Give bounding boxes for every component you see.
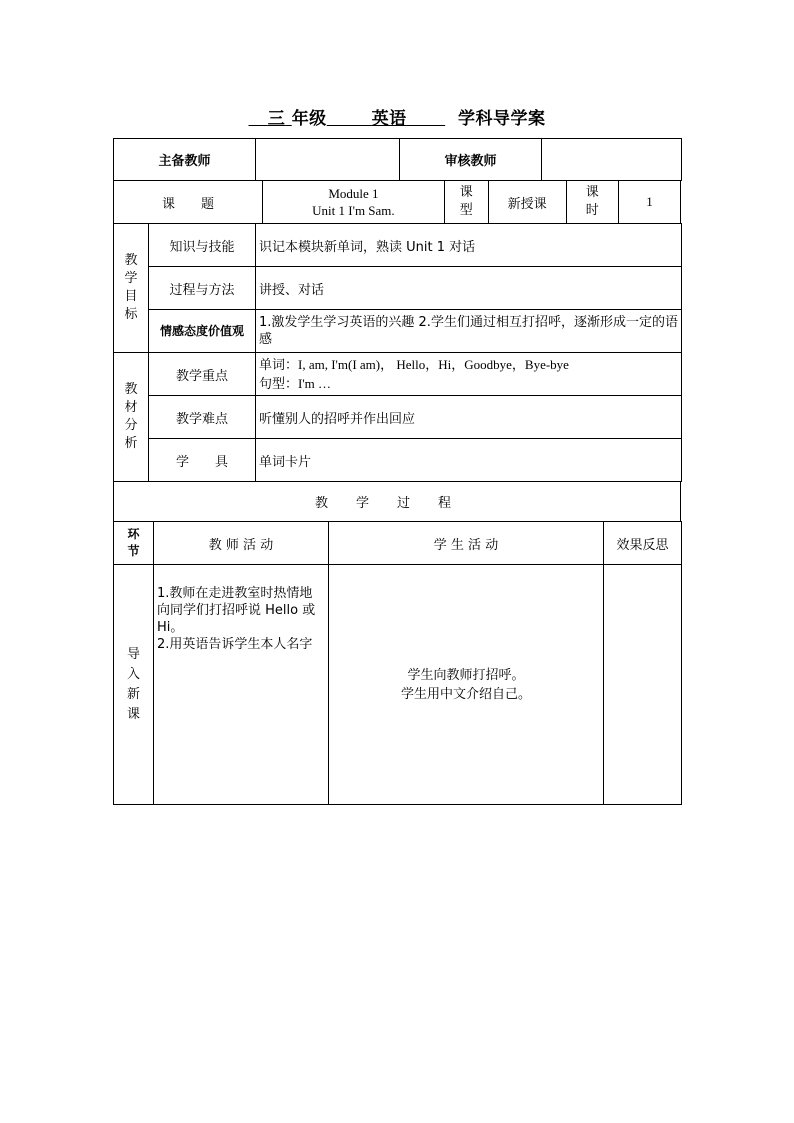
title-grade-suffix: 年级 (291, 109, 327, 129)
teacher-activity-1: 1.教师在走进教室时热情地向同学们打招呼说 Hello 或 Hi。 (157, 586, 316, 635)
stage-cell (114, 565, 154, 805)
reviewer-field[interactable] (542, 139, 682, 181)
topic-label: 课 题 (114, 181, 263, 224)
topic-table (113, 180, 681, 224)
process-title (114, 482, 681, 522)
objective-value-process: 讲授、对话 (256, 267, 682, 310)
objectives-section-text: 教学目标 (124, 253, 138, 322)
teacher-activity-2: 2.用英语告诉学生本人名字 (157, 637, 313, 652)
process-title-table (113, 481, 681, 522)
analysis-value-tools: 单词卡片 (256, 439, 682, 482)
analysis-value-key (256, 353, 682, 396)
title-doc-type: 学科导学案 (457, 109, 546, 129)
title-grade: 三 (267, 109, 286, 129)
analysis-key-line-1: 单词：I, am, I'm(I am)， Hello，Hi，Goodbye，Bye-bye (259, 357, 569, 372)
analysis-label-key: 教学重点 (149, 353, 256, 396)
periods-value: 1 (619, 181, 681, 224)
topic-line-1: Module 1 (328, 186, 379, 201)
col-reflection-header: 效果反思 (604, 522, 682, 565)
process-header-row (114, 522, 682, 565)
objective-value-attitude: 1.激发学生学习英语的兴趣 2.学生们通过相互打招呼，逐渐形成一定的语感 (256, 310, 682, 353)
student-activity-cell (329, 565, 604, 805)
process-table (113, 521, 682, 805)
teacher-activity-cell (154, 565, 329, 805)
objective-label-process: 过程与方法 (149, 267, 256, 310)
lesson-type-value: 新授课 (488, 181, 566, 224)
title-subject: 英语 (371, 109, 407, 129)
col-teacher-header: 教 师 活 动 (154, 522, 329, 565)
analysis-section-text: 教材分析 (124, 382, 138, 451)
lesson-type-label-text: 课型 (459, 185, 473, 218)
process-title-text: 教学过程 (314, 496, 479, 511)
analysis-label-tools: 学 具 (149, 439, 256, 482)
reviewer-label: 审核教师 (400, 139, 542, 181)
lead-teacher-field[interactable] (256, 139, 400, 181)
student-activity-2: 学生用中文介绍自己。 (400, 686, 531, 702)
document-title (0, 104, 794, 129)
col-student-header: 学 生 活 动 (329, 522, 604, 565)
student-activity-1: 学生向教师打招呼。 (407, 667, 525, 683)
periods-label (566, 181, 618, 224)
reflection-cell[interactable] (604, 565, 682, 805)
table-row (114, 565, 682, 805)
analysis-value-difficulty: 听懂别人的招呼并作出回应 (256, 396, 682, 439)
info-table (113, 138, 682, 181)
lead-teacher-label: 主备教师 (114, 139, 256, 181)
analysis-key-line-2: 句型：I'm … (259, 376, 332, 391)
topic-line-2: Unit 1 I'm Sam. (312, 203, 395, 218)
analysis-label-difficulty: 教学难点 (149, 396, 256, 439)
objective-label-attitude: 情感态度价值观 (149, 310, 256, 353)
col-stage-header (114, 522, 154, 565)
topic-value (263, 181, 445, 224)
analysis-section-label (114, 353, 149, 482)
col-stage-text: 环节 (127, 527, 140, 558)
objective-value-knowledge: 识记本模块新单词，熟读 Unit 1 对话 (256, 224, 682, 267)
objective-label-knowledge: 知识与技能 (149, 224, 256, 267)
objectives-table (113, 223, 682, 482)
lesson-type-label (444, 181, 488, 224)
objectives-section-label (114, 224, 149, 353)
periods-label-text: 课时 (585, 185, 599, 218)
stage-text: 导入新课 (126, 646, 140, 722)
